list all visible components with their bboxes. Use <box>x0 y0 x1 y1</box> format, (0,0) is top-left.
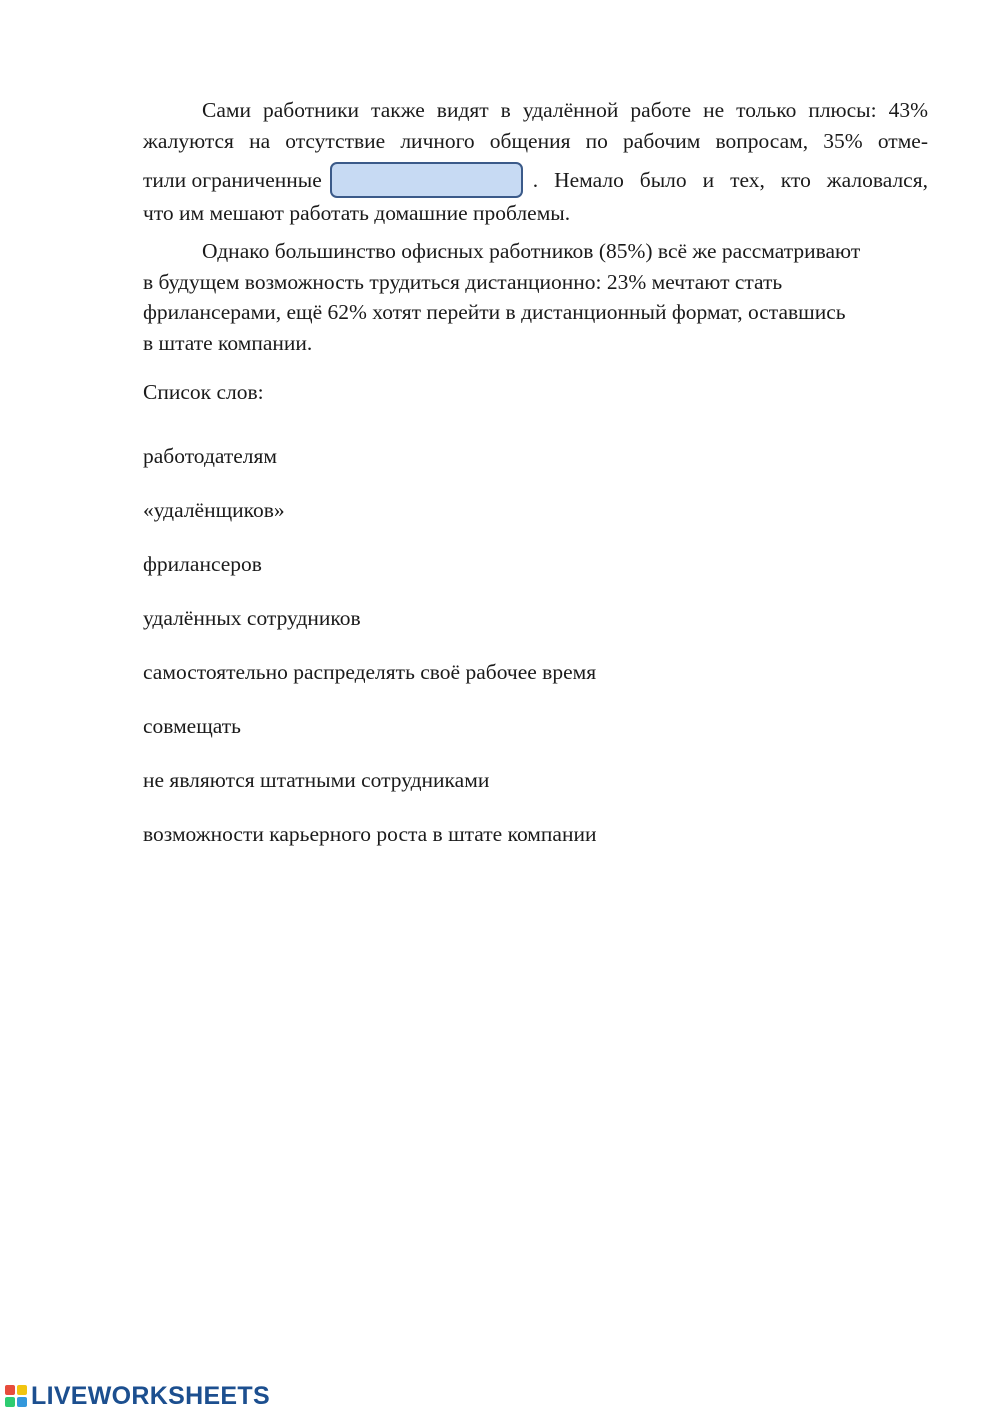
word-list-item: работодателям <box>143 444 278 468</box>
liveworksheets-logo-icon <box>5 1385 27 1407</box>
paragraph-1-line-4: что им мешают работать домашние проблемы. <box>143 201 571 225</box>
word-list-item: «удалёнщиков» <box>143 498 285 522</box>
blank-following-text: . Немало было и тех, кто жаловался, <box>532 167 928 192</box>
paragraph-1-line-2: жалуются на отсутствие личного общения по рабочим вопросам, 35% отме- <box>143 128 928 153</box>
word-list-item: самостоятельно распределять своё рабочее время <box>143 660 597 684</box>
answer-blank-input[interactable] <box>330 162 523 198</box>
paragraph-2-line-4: в штате компании. <box>143 330 313 355</box>
word-list-item: совмещать <box>143 714 241 738</box>
word-list-heading: Список слов: <box>143 380 264 404</box>
word-list-item: возможности карьерного роста в штате компании <box>143 822 597 846</box>
word-list-item: не являются штатными сотрудниками <box>143 768 490 792</box>
liveworksheets-logo-text: LIVEWORKSHEETS <box>31 1381 270 1410</box>
paragraph-1-line-1: Сами работники также видят в удалённой работе не только плюсы: 43% <box>202 98 928 122</box>
liveworksheets-logo[interactable] <box>5 1382 270 1410</box>
word-list-item: удалённых сотрудников <box>143 606 361 630</box>
paragraph-2 <box>143 236 928 358</box>
paragraph-2-line-1: Однако большинство офисных работников (85%) всё же рассматривают <box>202 239 861 263</box>
paragraph-1 <box>143 95 928 229</box>
paragraph-2-line-3: фрилансерами, ещё 62% хотят перейти в дистанционный формат, оставшись <box>143 300 846 324</box>
word-list-item: фрилансеров <box>143 552 262 576</box>
paragraph-1-line-3 <box>143 160 928 200</box>
paragraph-2-line-2: в будущем возможность трудиться дистанционно: 23% мечтают стать <box>143 269 783 294</box>
blank-preceding-text: тили ограниченные <box>143 167 322 192</box>
